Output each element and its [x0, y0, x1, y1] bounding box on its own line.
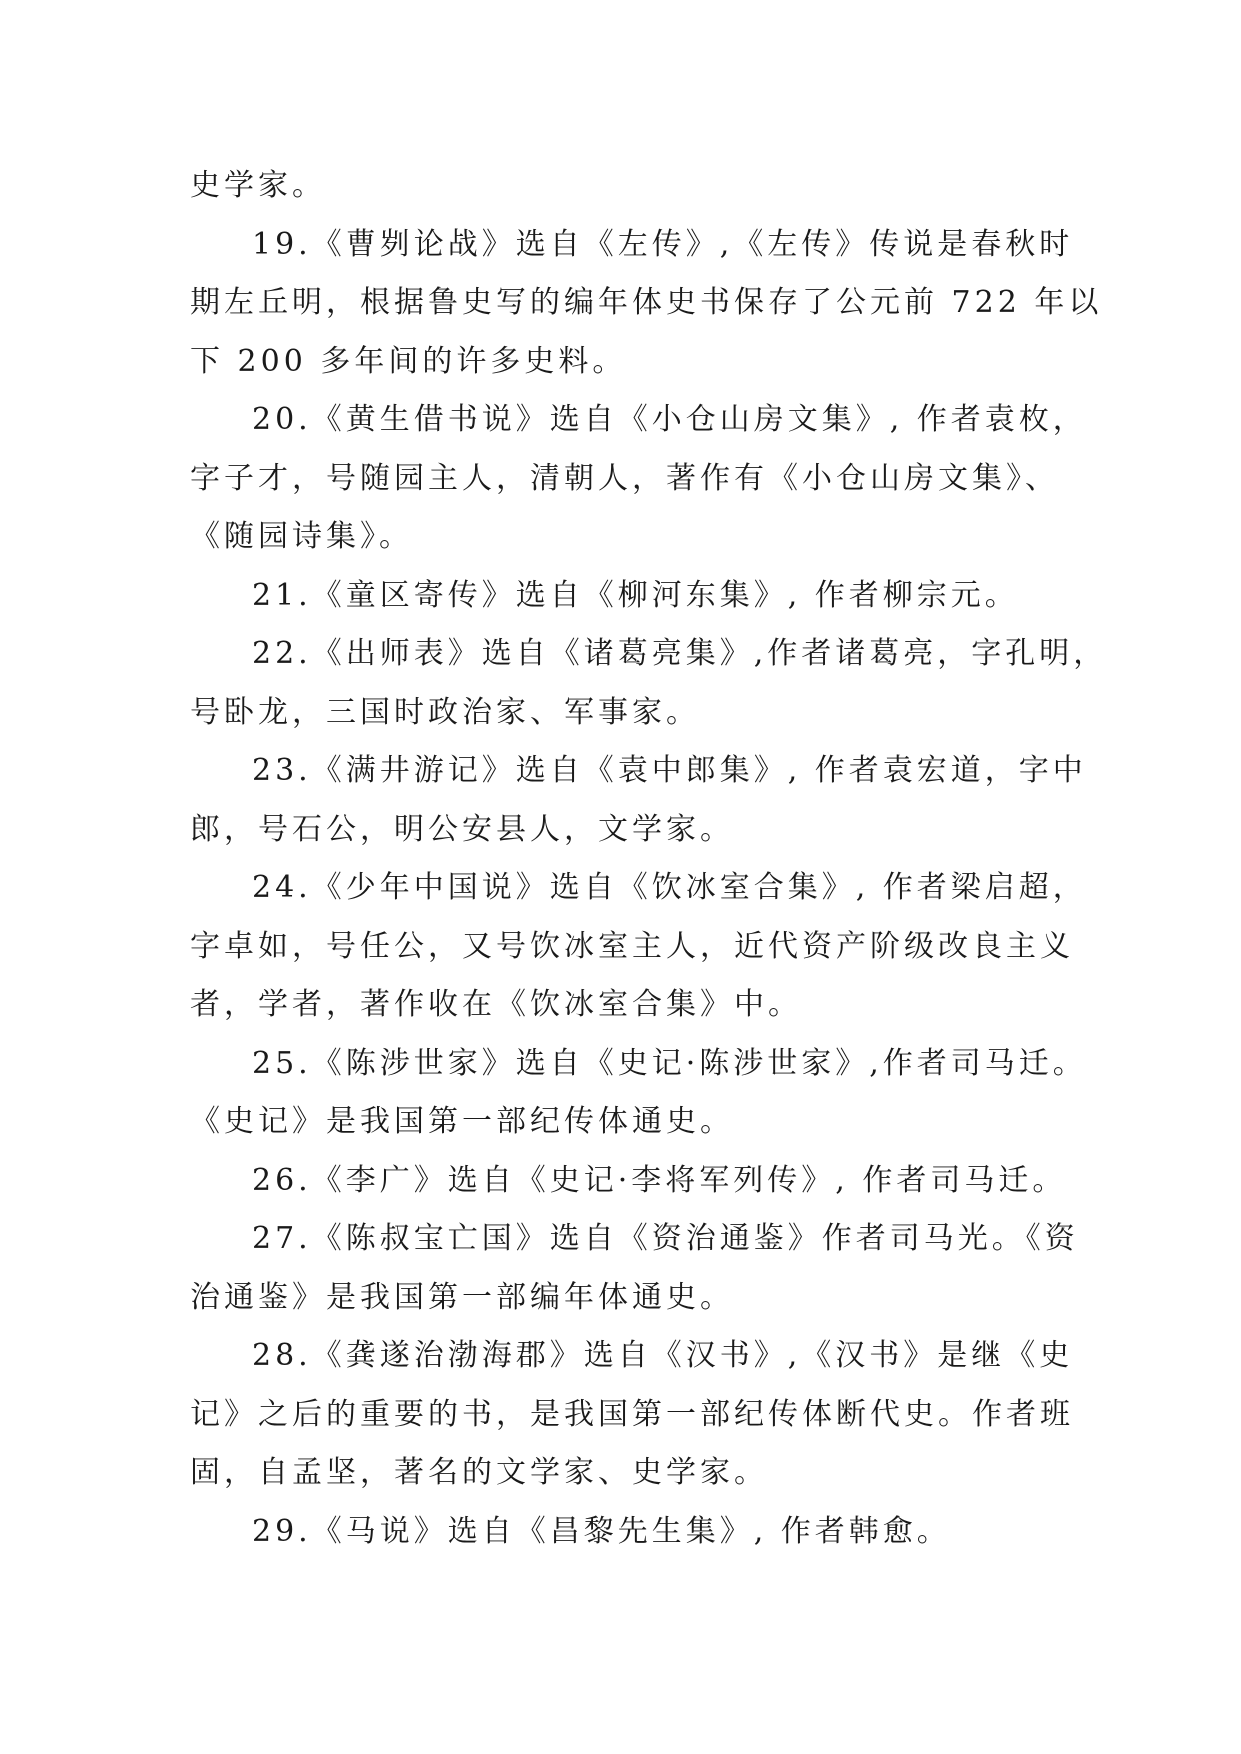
- text-line: 25.《陈涉世家》选自《史记·陈涉世家》,作者司马迁。: [252, 1045, 1087, 1081]
- text-line: 22.《出师表》选自《诸葛亮集》,作者诸葛亮，字孔明，: [252, 636, 1108, 671]
- text-line: 固，自孟坚，著名的文学家、史学家。: [190, 1455, 768, 1490]
- text-line: 号卧龙，三国时政治家、军事家。: [190, 694, 700, 730]
- text-line: 治通鉴》是我国第一部编年体通史。: [190, 1279, 734, 1315]
- text-line: 《史记》是我国第一部纪传体通史。: [190, 1104, 734, 1139]
- text-line: 期左丘明，根据鲁史写的编年体史书保存了公元前 722 年以: [190, 285, 1103, 320]
- text-line: 19.《曹刿论战》选自《左传》,《左传》传说是春秋时: [252, 226, 1074, 262]
- text-line: 《随园诗集》。: [190, 519, 413, 554]
- text-line: 21.《童区寄传》选自《柳河东集》, 作者柳宗元。: [252, 577, 1019, 613]
- text-line: 字卓如，号任公，又号饮冰室主人，近代资产阶级改良主义: [190, 928, 1074, 964]
- text-line: 郎，号石公，明公安县人，文学家。: [190, 811, 734, 847]
- text-line: 24.《少年中国说》选自《饮冰室合集》, 作者梁启超，: [252, 870, 1087, 905]
- text-line: 28.《龚遂治渤海郡》选自《汉书》,《汉书》是继《史: [252, 1338, 1074, 1373]
- text-line: 26.《李广》选自《史记·李将军列传》, 作者司马迁。: [252, 1162, 1067, 1198]
- text-line: 下 200 多年间的许多史料。: [190, 343, 627, 379]
- text-line: 27.《陈叔宝亡国》选自《资治通鉴》作者司马光。《资: [252, 1221, 1079, 1256]
- text-line: 29.《马说》选自《昌黎先生集》, 作者韩愈。: [252, 1513, 951, 1549]
- document-body: [190, 157, 1108, 1561]
- text-line: 23.《满井游记》选自《袁中郎集》, 作者袁宏道，字中: [252, 753, 1087, 788]
- text-line: 记》之后的重要的书，是我国第一部纪传体断代史。作者班: [190, 1396, 1074, 1432]
- text-line: 者，学者，著作收在《饮冰室合集》中。: [190, 987, 802, 1022]
- text-line: 20.《黄生借书说》选自《小仓山房文集》, 作者袁枚，: [252, 402, 1087, 437]
- text-line: 史学家。: [190, 168, 326, 203]
- text-line: 字子才，号随园主人，清朝人，著作有《小仓山房文集》、: [190, 460, 1059, 496]
